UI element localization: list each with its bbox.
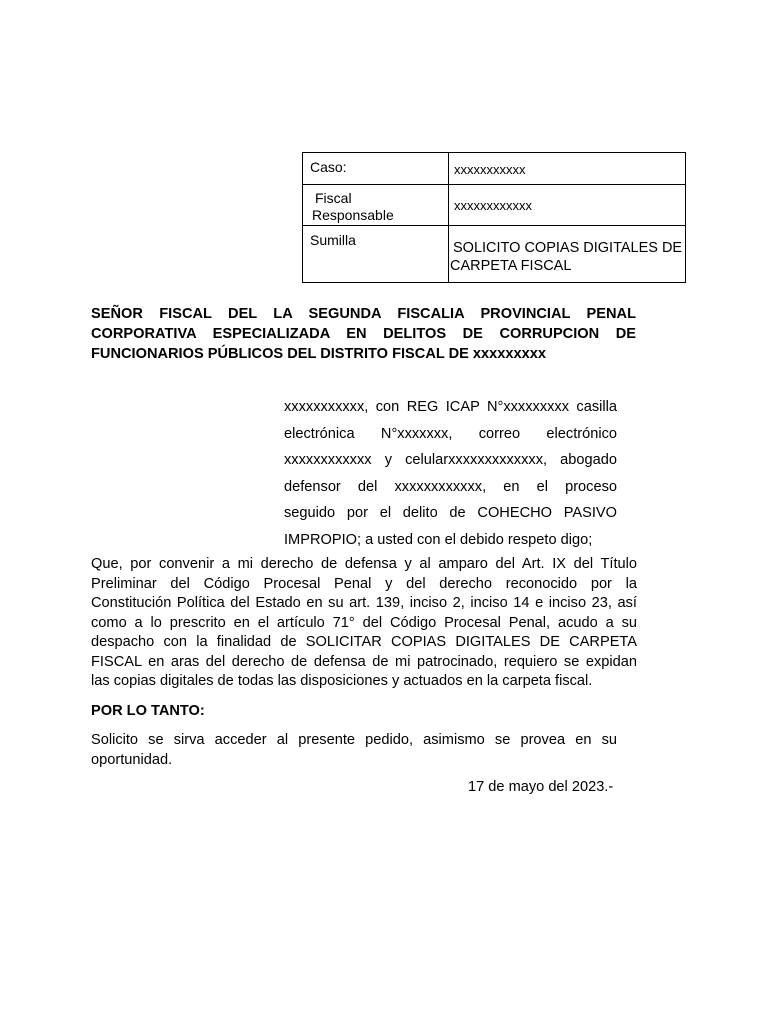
case-label: Caso:: [303, 153, 449, 185]
fiscal-label: [303, 185, 449, 226]
intro-line: electrónica N°xxxxxxx, correo electrónico: [284, 425, 617, 442]
sumilla-label: Sumilla: [303, 226, 449, 283]
document-date: 17 de mayo del 2023.-: [468, 779, 614, 795]
sumilla-value: [449, 226, 686, 283]
intro-line: defensor del xxxxxxxxxxxx, en el proceso: [284, 478, 617, 495]
body-line: FISCAL en aras del derecho de defensa de mi patrocinado, requiero se expidan: [91, 653, 637, 670]
case-row: [303, 153, 686, 185]
petitioner-intro: [284, 394, 617, 554]
body-line: las copias digitales de todas las disposiciones y actuados en la carpeta fiscal.: [91, 673, 593, 689]
case-info-table: [302, 152, 686, 283]
therefore-heading: POR LO TANTO:: [91, 703, 205, 719]
body-line: despacho con la finalidad de SOLICITAR COPIAS DIGITALES DE CARPETA: [91, 634, 637, 650]
intro-line: xxxxxxxxxxx, con REG ICAP N°xxxxxxxxx casilla: [284, 399, 617, 415]
addressee-heading: [91, 304, 636, 364]
intro-line: IMPROPIO; a usted con el debido respeto digo;: [284, 531, 593, 548]
fiscal-value: xxxxxxxxxxxx: [449, 185, 686, 226]
addressee-line: SEÑOR FISCAL DEL LA SEGUNDA FISCALIA PROVINCIAL PENAL: [91, 306, 636, 322]
body-line: Que, por convenir a mi derecho de defensa y al amparo del Art. IX del Título: [91, 556, 637, 572]
request-line: Solicito se sirva acceder al presente pedido, asimismo se provea en su: [91, 732, 617, 748]
sumilla-value-line1: SOLICITO COPIAS DIGITALES DE: [453, 240, 683, 256]
case-value: xxxxxxxxxxx: [449, 153, 686, 185]
sumilla-row: [303, 226, 686, 283]
body-line: Constitución Política del Estado en su art. 139, inciso 2, inciso 14 e inciso 23, así: [91, 595, 637, 611]
body-line: como a lo prescrito en el artículo 71° del Código Procesal Penal, acudo a su: [91, 614, 637, 631]
addressee-line: CORPORATIVA ESPECIALIZADA EN DELITOS DE CORRUPCION DE: [91, 326, 636, 342]
sumilla-value-line2: CARPETA FISCAL: [450, 258, 572, 274]
intro-line: seguido por el delito de COHECHO PASIVO: [284, 505, 617, 522]
request-line: oportunidad.: [91, 751, 173, 768]
intro-line: xxxxxxxxxxxx y celularxxxxxxxxxxxxx, abogado: [284, 452, 617, 469]
fiscal-row: [303, 185, 686, 226]
addressee-line: FUNCIONARIOS PÚBLICOS DEL DISTRITO FISCAL DE xxxxxxxxx: [91, 346, 546, 362]
request-paragraph: [91, 731, 617, 770]
body-line: Preliminar del Código Procesal Penal y del derecho reconocido por la: [91, 575, 637, 592]
body-paragraph: [91, 555, 637, 692]
fiscal-label-line2: Responsable: [312, 207, 394, 223]
fiscal-label-line1: Fiscal: [315, 190, 352, 206]
